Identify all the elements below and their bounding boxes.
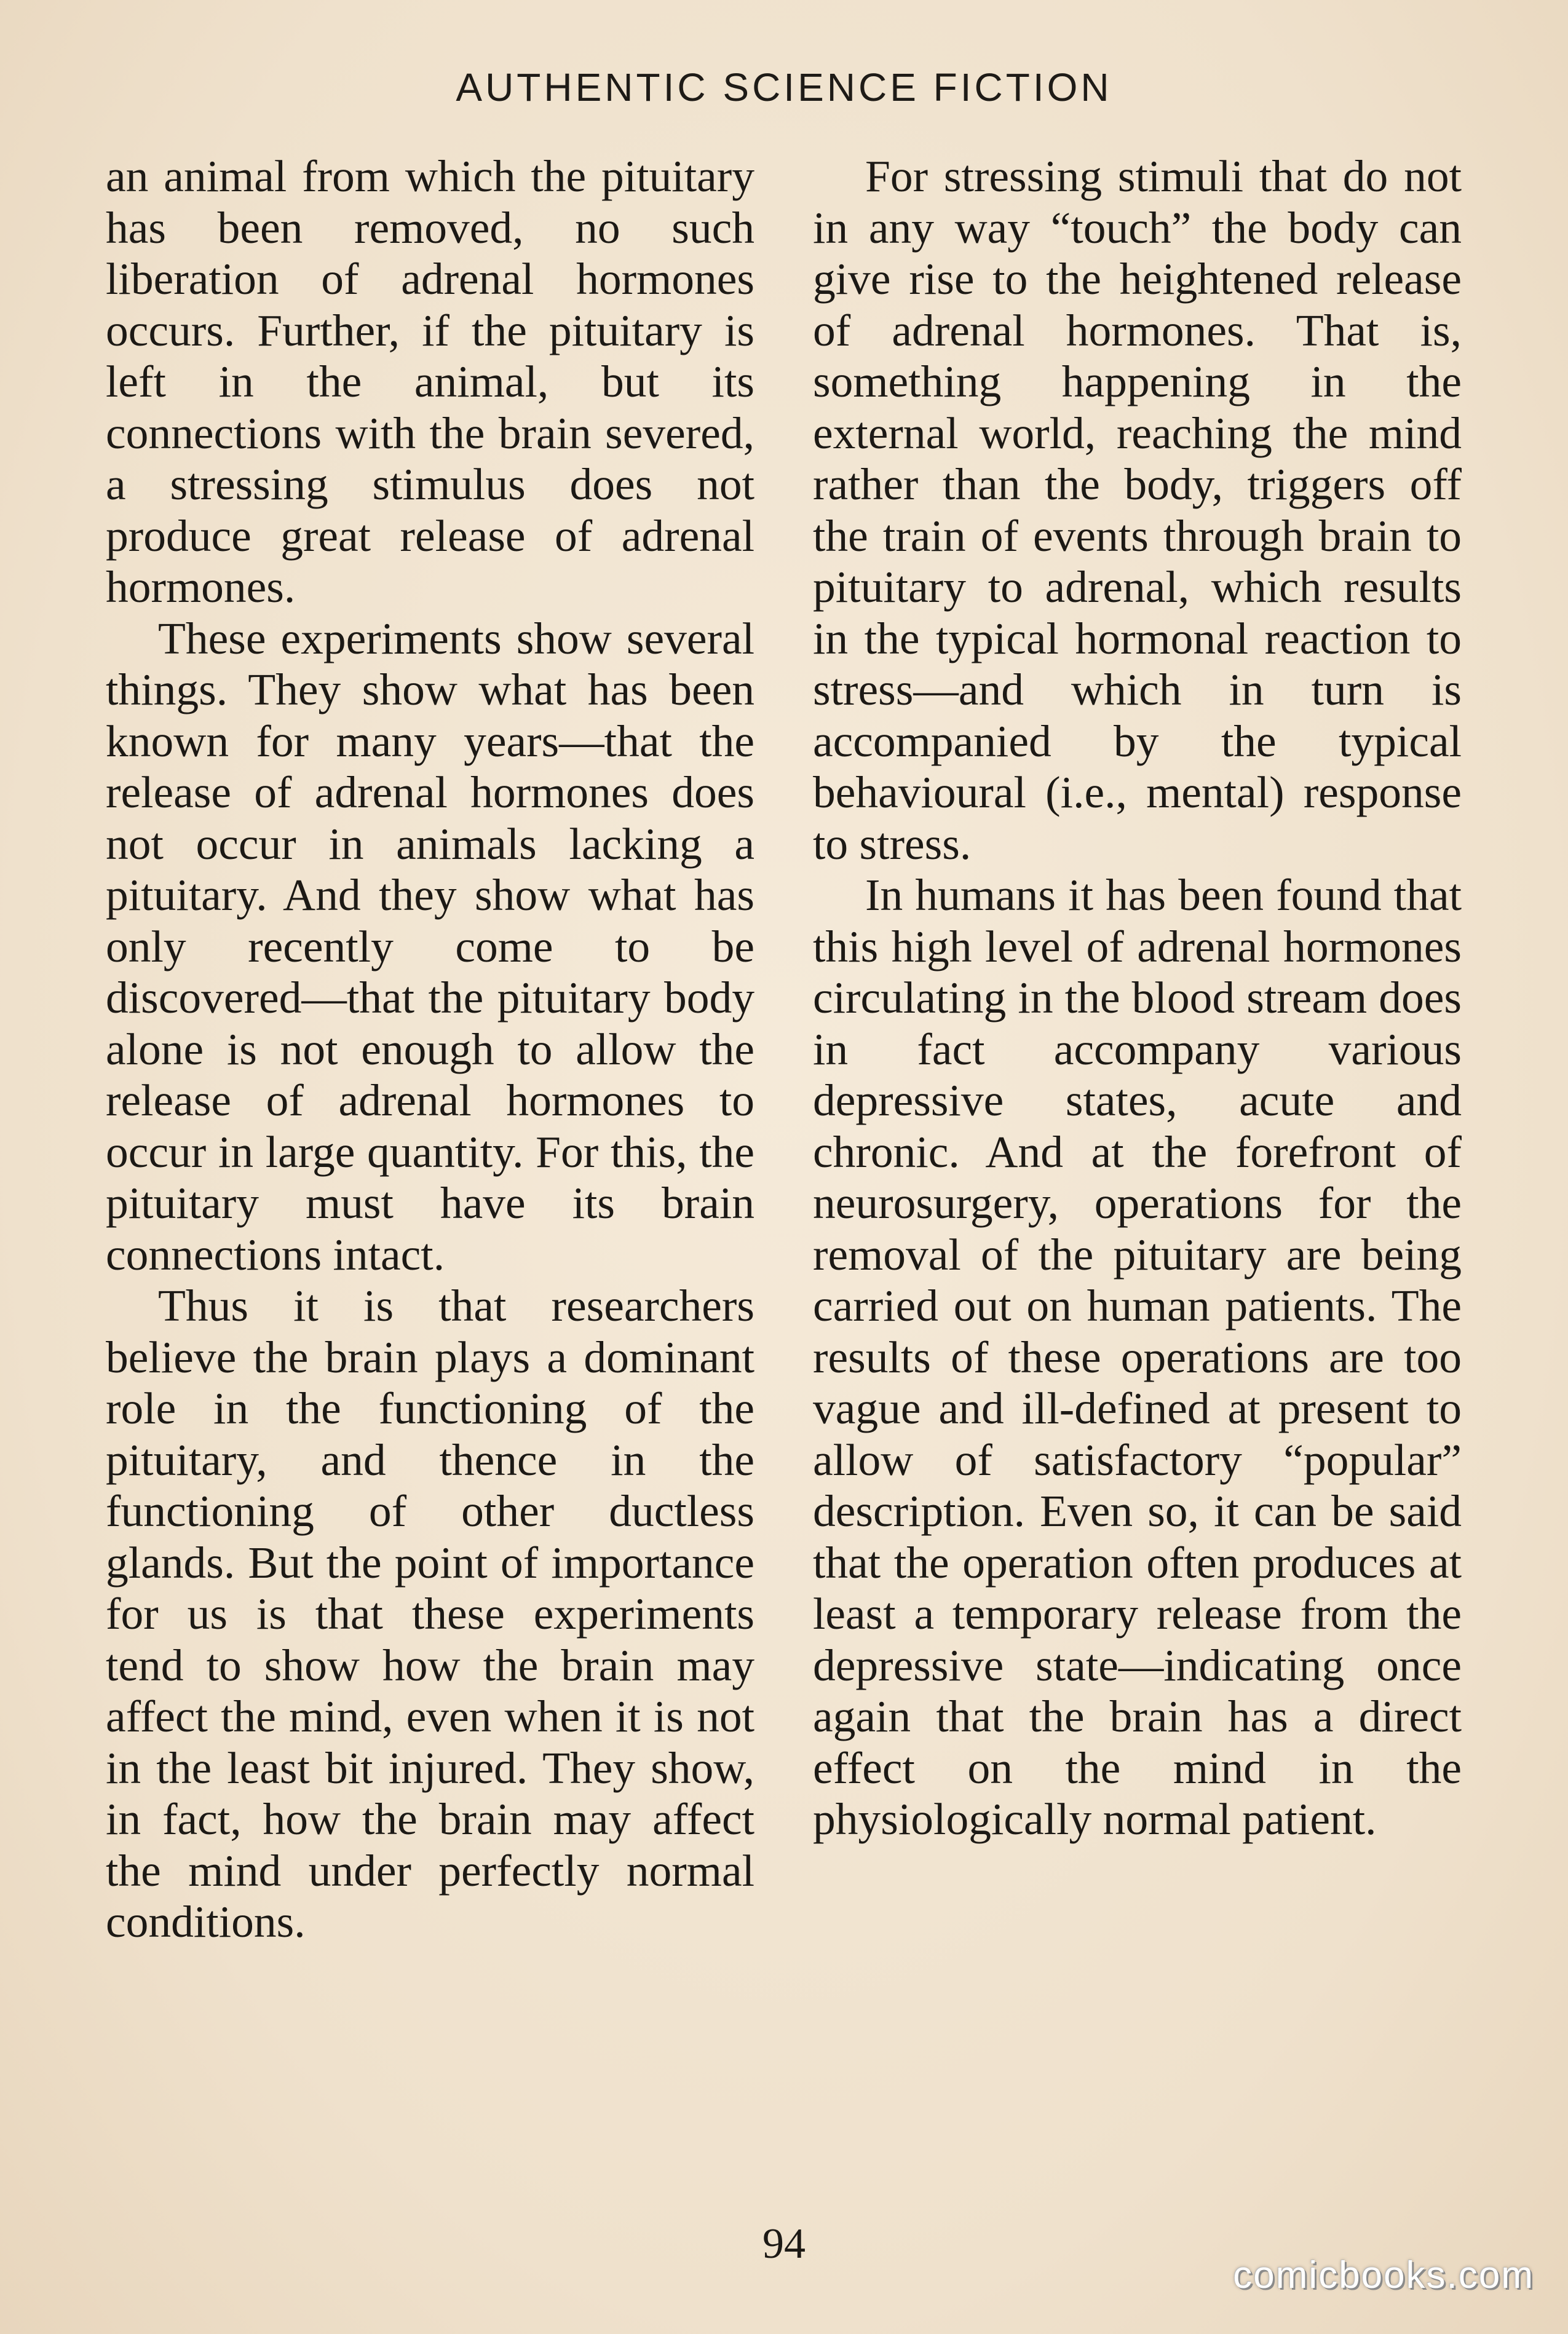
running-head: AUTHENTIC SCIENCE FICTION — [456, 65, 1112, 109]
page-number: 94 — [762, 2220, 806, 2268]
paragraph: Thus it is that researchers believe the brain plays a dominant role in the functioning of the pituitary, and thence in the functioning of other ductless glands. But the point of importance for us is that these experiments tend to show how the brain may affect the mind, even when it is not in the least bit injured. They show, in fact, how the brain may affect the mind under perfectly normal conditions. — [106, 1281, 754, 1947]
paragraph: These experiments show several things. They show what has been known for many years—that the release of adrenal hormones does not occur in animals lacking a pituitary. And they show what has only recently come to be discovered—that the pituitary body alone is not enough to allow the release of adrenal hormones to occur in large quantity. For this, the pituitary must have its brain connections intact. — [106, 613, 754, 1280]
paragraph: For stressing stimuli that do not in any way “touch” the body can give rise to the heightened release of adrenal hormones. That is, something happening in the external world, reaching the mind rather than the body, triggers off the train of events through brain to pituitary to adrenal, which results in the typical hormonal reaction to stress—and which in turn is accompanied by the typical behavioural (i.e., mental) response to stress. — [813, 151, 1462, 869]
paragraph: In humans it has been found that this high level of adrenal hormones circulating in the blood stream does in fact accompany various depressive states, acute and chronic. And at the forefront of neurosurgery, operations for the removal of the pituitary are being carried out on human patients. The results of these operations are too vague and ill-defined at present to allow of satisfactory “popular” description. Even so, it can be said that the operation often produces at least a temporary release from the depressive state—indicating once again that the brain has a direct effect on the mind in the physiologically normal patient. — [813, 870, 1462, 1844]
paragraph: an animal from which the pituitary has been removed, no such liberation of adrenal hormones occurs. Further, if the pituitary is left in the animal, but its connections with the brain severed, a stressing stimulus does not produce great release of adrenal hormones. — [106, 151, 754, 612]
watermark-logo: comicbooks.com — [1233, 2254, 1534, 2296]
right-column — [813, 151, 1462, 1845]
left-column — [106, 151, 754, 1948]
